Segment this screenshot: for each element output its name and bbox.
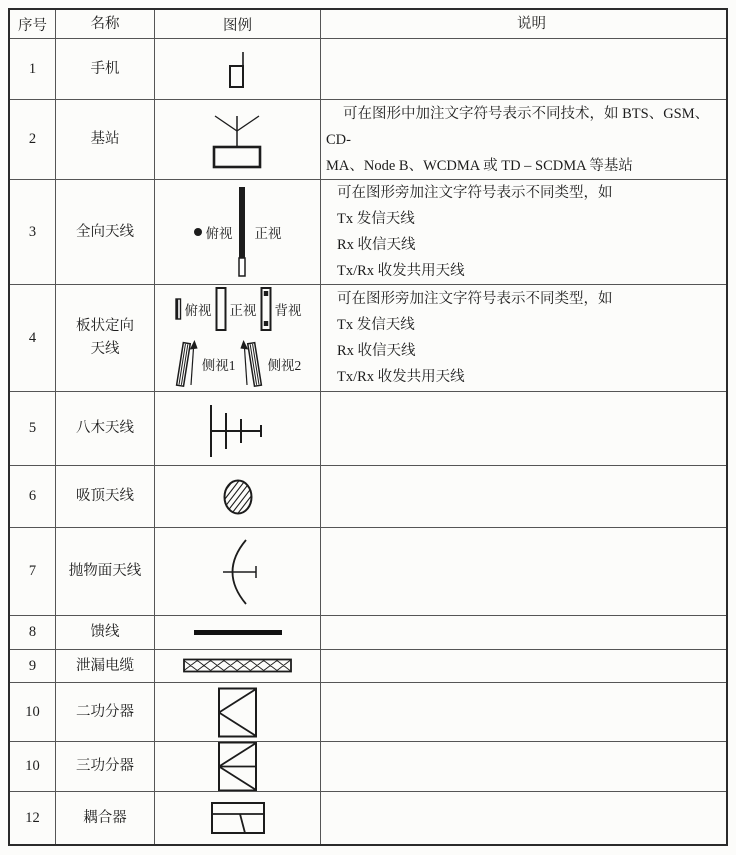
header-no: 序号: [18, 17, 47, 34]
row-desc: [320, 180, 726, 284]
desc-line: 可在图形旁加注文字符号表示不同类型，如: [337, 185, 613, 201]
coupler-icon: [154, 792, 320, 844]
row-no: 10: [25, 703, 40, 720]
row-desc: [320, 792, 726, 844]
desc-line: Tx/Rx 收发共用天线: [337, 263, 465, 279]
desc-line: Tx 发信天线: [337, 211, 415, 227]
panel-antenna-icon: [154, 285, 320, 391]
row-name-line1: 板状定向: [76, 318, 134, 334]
table-row-5: [10, 391, 726, 465]
row-desc: [320, 392, 726, 465]
row-desc: [320, 616, 726, 649]
ceiling-antenna-icon: [154, 466, 320, 527]
row-desc: [320, 39, 726, 99]
row-no: 3: [28, 223, 37, 240]
omni-front-view-icon: [236, 186, 248, 278]
feeder-line-icon: [154, 616, 320, 649]
row-name: 吸顶天线: [55, 466, 154, 527]
row-no: 9: [28, 657, 37, 674]
panel-side-view-1-icon: [174, 338, 198, 390]
base-station-icon: [154, 100, 320, 179]
row-no: 1: [28, 60, 37, 77]
row-no: 8: [28, 624, 37, 640]
yagi-antenna-icon: [154, 392, 320, 465]
table-header-row: [10, 10, 726, 38]
table-row-1: [10, 38, 726, 99]
row-name: 泄漏电缆: [55, 650, 154, 682]
desc-line: 可在图形旁加注文字符号表示不同类型，如: [337, 291, 613, 307]
front-view-label: 正视: [229, 303, 257, 318]
back-view-label: 背视: [274, 303, 302, 318]
row-name: 三功分器: [55, 742, 154, 791]
desc-line: Tx/Rx 收发共用天线: [337, 369, 465, 385]
panel-back-view-icon: [259, 286, 273, 332]
row-no: 5: [28, 420, 37, 436]
desc-line: Rx 收信天线: [337, 343, 416, 359]
top-view-label: 俯视: [184, 303, 212, 318]
table-row-12: [10, 791, 726, 844]
table-row-11: [10, 741, 726, 791]
row-name: 基站: [55, 100, 154, 179]
row-name: 耦合器: [55, 792, 154, 844]
row-name: 抛物面天线: [55, 528, 154, 615]
parabolic-antenna-icon: [154, 528, 320, 615]
table-row-2: [10, 99, 726, 179]
row-desc: [320, 285, 726, 391]
row-name: 手机: [55, 39, 154, 99]
front-view-label: 正视: [254, 226, 282, 241]
row-desc: [320, 528, 726, 615]
panel-side-view-2-icon: [240, 338, 264, 390]
table-row-6: [10, 465, 726, 527]
row-name: 全向天线: [55, 180, 154, 284]
row-no: 6: [28, 488, 37, 504]
table-row-8: [10, 615, 726, 649]
top-view-dot-icon: [194, 228, 202, 236]
row-desc: [320, 650, 726, 682]
desc-line: 可在图形中加注文字符号表示不同技术，如 BTS、GSM、CD-: [326, 105, 710, 148]
three-way-splitter-icon: [154, 742, 320, 791]
table-row-9: [10, 649, 726, 682]
leaky-cable-icon: [154, 650, 320, 682]
table-row-3: [10, 179, 726, 284]
mobile-phone-icon: [154, 39, 320, 99]
two-way-splitter-icon: [154, 683, 320, 741]
row-no: 12: [25, 809, 40, 826]
header-name: 名称: [55, 10, 154, 38]
row-no: 7: [28, 563, 37, 579]
panel-top-view-icon: [174, 297, 183, 321]
table-row-10: [10, 682, 726, 741]
row-desc: [320, 742, 726, 791]
row-name: 八木天线: [55, 392, 154, 465]
row-desc: [320, 466, 726, 527]
table-row-4: [10, 284, 726, 391]
panel-front-view-icon: [214, 286, 228, 332]
table-row-7: [10, 527, 726, 615]
row-name: 馈线: [55, 616, 154, 649]
row-no: 10: [25, 758, 40, 774]
row-desc: [320, 683, 726, 741]
side-view-2-label: 侧视2: [267, 358, 302, 373]
desc-line: Rx 收信天线: [337, 237, 416, 253]
side-view-1-label: 侧视1: [201, 358, 236, 373]
header-legend: 图例: [154, 10, 320, 38]
header-desc: 说明: [320, 10, 726, 38]
desc-line: Tx 发信天线: [337, 317, 415, 333]
row-no: 2: [28, 131, 37, 147]
row-name: 二功分器: [55, 683, 154, 741]
row-name-line2: 天线: [90, 341, 120, 357]
row-desc: [320, 100, 726, 179]
row-no: 4: [28, 329, 37, 346]
row-name: [55, 285, 154, 391]
legend-table: [8, 8, 728, 846]
desc-line: MA、Node B、WCDMA 或 TD – SCDMA 等基站: [326, 157, 633, 174]
omni-antenna-icon: [154, 180, 320, 284]
top-view-label: 俯视: [205, 226, 233, 241]
